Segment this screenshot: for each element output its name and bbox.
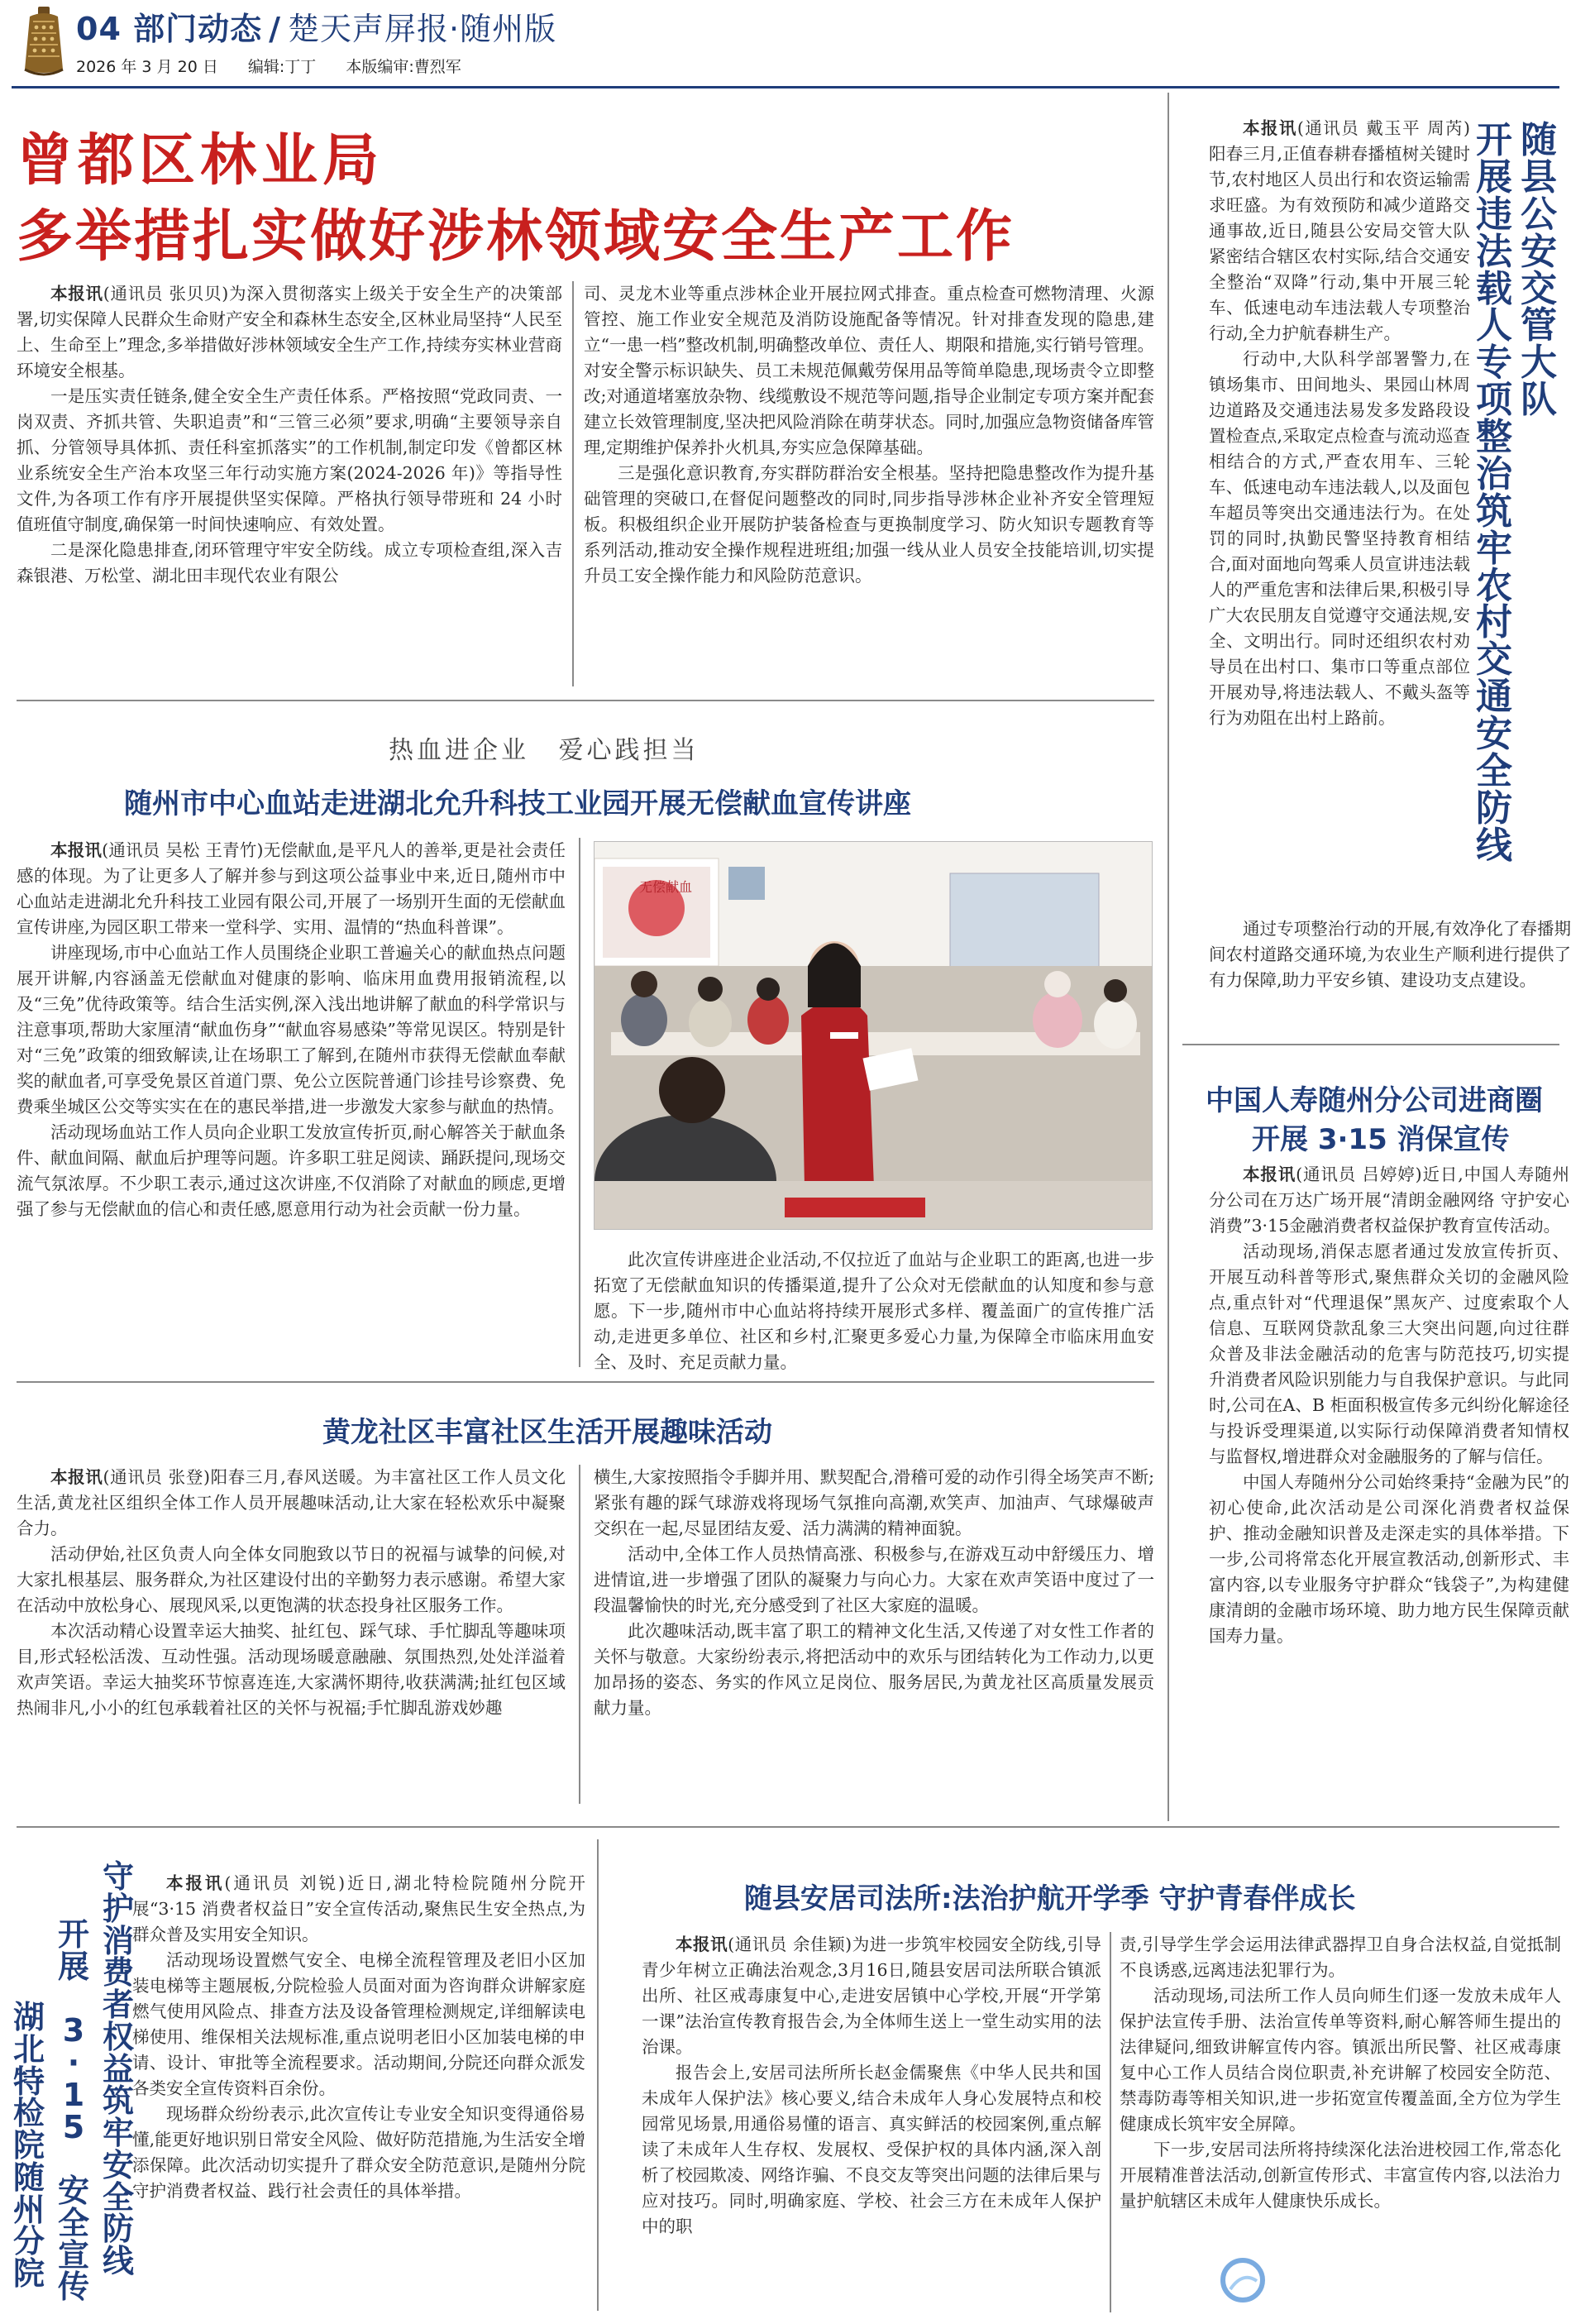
procuratorate-headline — [10, 1858, 150, 2316]
traffic-headline-char: 管 — [1521, 304, 1557, 347]
procuratorate-para-3: 现场群众纷纷表示,此次宣传让专业安全知识变得通俗易懂,能更好地识别日常安全风险、做好防范措施,为生活安全增添保障。此次活动切实提升了群众安全防范意识,是随州分院守护消费者权益、践行社会责任的具体举措。 — [132, 2104, 585, 2201]
traffic-headline — [1476, 119, 1571, 908]
procuratorate-headline-char: 安 — [103, 2146, 135, 2183]
insurance-para-3: 中国人寿随州分公司始终秉持“金融为民”的初心使命,此次活动是公司深化消费者权益保护、推动金融知识普及走深走实的具体举措。下一步,公司将常态化开展宣教活动,创新形式、丰富内容,以专业服务守护群众“钱袋子”,为构建健康清朗的金融市场环境、助力地方民生保障贡献国寿力量。 — [1209, 1472, 1569, 1646]
forestry-col2 — [584, 281, 1154, 589]
traffic-headline-char: 全 — [1476, 749, 1512, 792]
traffic-headline-char: 法 — [1476, 230, 1512, 273]
community-lead-tag: 本报讯 — [50, 1467, 103, 1487]
procuratorate-body — [132, 1871, 585, 2204]
forestry-para-2: 一是压实责任链条,健全安全生产责任体系。严格按照“党政同责、一岗双责、齐抓共管、失职追责”和“三管三必须”要求,明确“主要领导亲自抓、分管领导具体抓、责任科室抓落实”的工作机制,制定印发《曾都区林业系统安全生产治本攻坚三年行动实施方案(2024-2026 年)》等指导性文件,为各项工作有序开展提供坚实保障。严格执行领导带班和 24 小时值班值守制度,确保第一时间快速响应、有效处置。 — [17, 386, 562, 534]
traffic-headline-char: 大 — [1521, 342, 1557, 385]
judicial-para-5: 下一步,安居司法所将持续深化法治进校园工作,常态化开展精准普法活动,创新宣传形式、丰富宣传内容,以法治力量护航辖区未成年人健康快乐成长。 — [1120, 2140, 1561, 2211]
traffic-headline-char: 交 — [1521, 267, 1557, 310]
procuratorate-headline-char: 宣 — [58, 2236, 90, 2274]
procuratorate-headline-char: 5 — [62, 2108, 85, 2145]
traffic-tail — [1209, 916, 1571, 993]
forestry-col1 — [17, 281, 562, 589]
traffic-para-2: 行动中,大队科学部署警力,在镇场集市、田间地头、果园山林周边道路及交通违法易发多发路段设置检查点,采取定点检查与流动巡查相结合的方式,严查农用车、三轮车、低速电动车违法载人,以及面包车超员等突出交通违法行为。在处罚的同时,执勤民警坚持教育相结合,面对面地向驾乘人员宣讲违法载人的严重危害和法律后果,积极引导广大农民朋友自觉遵守交通法规,安全、文明出行。同时还组织农村劝导员在出村口、集市口等重点部位开展劝导,将违法载人、不戴头盔等行为劝阻在出村上路前。 — [1209, 349, 1470, 728]
insurance-headline-2: 开展 3·15 消保宣传 — [1252, 1123, 1510, 1156]
procuratorate-headline-col2 — [58, 1916, 90, 2306]
forestry-para-5: 三是强化意识教育,夯实群防群治安全根基。坚持把隐患整改作为提升基础管理的突破口,在督促问题整改的同时,同步指导涉林企业补齐安全管理短板。积极组织企业开展防护装备检查与更换制度学习、防火知识专题教育等系列活动,推动安全操作规程进班组;加强一线从业人员安全技能培训,切实提升员工安全操作能力和风险防范意识。 — [584, 463, 1154, 586]
insurance-para-1: 近日,中国人寿随州分公司在万达广场开展“清朗金融网络 守护安心消费”3·15金融消费者权益保护教育宣传活动。 — [1209, 1164, 1569, 1236]
section-divider-right — [1168, 93, 1169, 1044]
column-divider — [1110, 1932, 1111, 2312]
procuratorate-headline-char: 随 — [13, 2159, 45, 2196]
traffic-headline-char: 县 — [1521, 155, 1557, 198]
column-divider — [597, 1839, 599, 2311]
procuratorate-lead-tag: 本报讯 — [166, 1873, 225, 1893]
procuratorate-headline-char: 全 — [58, 2204, 90, 2241]
forestry-headline-1: 曾都区林业局 — [17, 128, 384, 194]
masthead-meta — [76, 55, 486, 77]
procuratorate-headline-char: 守 — [103, 1858, 135, 1895]
procuratorate-headline-char — [68, 1983, 79, 2016]
judicial-byline: (通讯员 余佳颖) — [728, 1934, 852, 1954]
section-rule-insurance — [1182, 1044, 1559, 1045]
procuratorate-headline-char: 全 — [103, 2178, 135, 2216]
lecture-photo-illustration — [594, 842, 1153, 1230]
traffic-headline-char: 农 — [1476, 564, 1512, 607]
paper-name: 楚天声屏报·随州版 — [288, 11, 557, 47]
community-byline: (通讯员 张登) — [103, 1467, 210, 1487]
procuratorate-headline-char: 展 — [58, 1948, 90, 1985]
traffic-headline-char: 人 — [1476, 304, 1512, 347]
community-para-6: 此次趣味活动,既丰富了职工的精神文化生活,又传递了对女性工作者的关怀与敬意。大家纷纷表示,将把活动中的欢乐与团结转化为工作动力,以更加昂扬的姿态、务实的作风立足岗位、服务居民,为黄龙社区高质量发展贡献力量。 — [594, 1621, 1154, 1718]
masthead-title — [76, 3, 556, 49]
judicial-headline: 随县安居司法所:法治护航开学季 守护青春伴成长 — [744, 1882, 1356, 1915]
procuratorate-headline-char: 州 — [13, 2191, 45, 2228]
traffic-headline-char: 公 — [1521, 193, 1557, 236]
judicial-para-4: 活动现场,司法所工作人员向师生们逐一发放未成年人保护法宣传手册、法治宣传单等资料,耐心解答师生提出的法律疑问,细致讲解宣传内容。镇派出所民警、社区戒毒康复中心工作人员结合岗位职责,补充讲解了校园安全防范、禁毒防毒等相关知识,进一步拓宽宣传覆盖面,全方位为学生健康成长筑牢安全屏障。 — [1120, 1986, 1561, 2134]
procuratorate-headline-col3 — [103, 1858, 135, 2279]
community-para-2: 活动伊始,社区负责人向全体女同胞致以节日的祝福与诚挚的问候,对大家扎根基层、服务群众,为社区建设付出的辛勤努力表示感谢。希望大家在活动中放松身心、展现风采,以更饱满的状态投身社区服务工作。 — [17, 1544, 566, 1615]
traffic-headline-col1 — [1521, 119, 1557, 422]
traffic-lead-tag: 本报讯 — [1243, 118, 1297, 138]
section-rule-bottom — [17, 1826, 1559, 1828]
judicial-para-3: 责,引导学生学会运用法律武器捍卫自身合法权益,自觉抵制不良诱惑,远离违法犯罪行为。 — [1120, 1934, 1561, 1980]
procuratorate-headline-char: 者 — [103, 1987, 135, 2023]
procuratorate-headline-char: 分 — [13, 2223, 45, 2260]
traffic-headline-col2 — [1476, 119, 1512, 867]
procuratorate-headline-char: 院 — [13, 2255, 45, 2292]
traffic-headline-char: 牢 — [1476, 527, 1512, 570]
community-headline: 黄龙社区丰富社区生活开展趣味活动 — [322, 1416, 772, 1449]
procuratorate-headline-char: 牢 — [103, 2115, 135, 2151]
procuratorate-headline-char: 消 — [103, 1922, 135, 1959]
procuratorate-headline-char: 特 — [13, 2063, 45, 2100]
traffic-headline-char: 队 — [1521, 379, 1557, 422]
traffic-headline-char: 违 — [1476, 193, 1512, 236]
forestry-byline: (通讯员 张贝贝) — [103, 284, 229, 304]
procuratorate-headline-char: 安 — [58, 2173, 90, 2209]
blood-para-2: 讲座现场,市中心血站工作人员围绕企业职工普遍关心的献血热点问题展开讲解,内容涵盖无偿献血对健康的影响、临床用血费用报销流程,以及“三免”优待政策等。结合生活实例,深入浅出地讲解了献血的科学常识与注意事项,帮助大家厘清“献血伤身”“献血容易感染”等常见误区。特别是针对“三免”政策的细致解读,让在场职工了解到,在随州市获得无偿献血奉献奖的献血者,可享受免景区首道门票、免公立医院普通门诊挂号诊察费、免费乘坐城区公交等实实在在的惠民举措,进一步激发大家参与献血的热情。 — [17, 943, 566, 1117]
forestry-para-3: 二是深化隐患排查,闭环管理守牢安全防线。成立专项检查组,深入吉森银港、万松堂、湖北田丰现代农业有限公 — [17, 540, 562, 586]
traffic-headline-char: 载 — [1476, 267, 1512, 310]
blood-para-4: 此次宣传讲座进企业活动,不仅拉近了血站与企业职工的距离,也进一步拓宽了无偿献血知识的传播渠道,提升了公众对无偿献血的认知度和参与意愿。下一步,随州市中心血站将持续开展形式多样、覆盖面广的宣传推广活动,走进更多单位、社区和乡村,汇聚更多爱心力量,为保障全市临床用血安全、及时、充足贡献力量。 — [594, 1250, 1154, 1372]
forestry-lead-tag: 本报讯 — [50, 284, 103, 304]
community-para-1: 阳春三月,春风送暖。为丰富社区工作人员文化生活,黄龙社区组织全体工作人员开展趣味活动,让大家在轻松欢乐中凝聚合力。 — [17, 1467, 566, 1538]
traffic-headline-char: 通 — [1476, 676, 1512, 719]
traffic-headline-char: 项 — [1476, 379, 1512, 422]
blood-lead-tag: 本报讯 — [50, 840, 103, 860]
procuratorate-headline-char: 湖 — [13, 1999, 45, 2035]
forestry-para-4: 司、灵龙木业等重点涉林企业开展拉网式排查。重点检查可燃物清理、火源管控、施工作业安全规范及消防设施配备等情况。针对排查发现的隐患,建立“一患一档”整改机制,明确整改单位、责任人、期限和措施,实行销号管理。对安全警示标识缺失、员工未规范佩戴劳保用品等简单隐患,现场责令立即整改;对通道堵塞放杂物、线缆敷设不规范等问题,指导企业制定专项方案并配套建立长效管理制度,坚决把风险消除在萌芽状态。同时,加强应急物资储备库管理,定期维护保养扑火机具,夯实应急保障基础。 — [584, 284, 1154, 457]
traffic-headline-char: 防 — [1476, 787, 1512, 830]
community-para-5: 活动中,全体工作人员热情高涨、积极参与,在游戏互动中舒缓压力、增进情谊,进一步增强了团队的凝聚力与向心力。大家在欢声笑语中度过了一段温馨愉快的时光,充分感受到了社区大家庭的温暖。 — [594, 1544, 1154, 1615]
insurance-lead-tag: 本报讯 — [1243, 1164, 1296, 1184]
community-col1 — [17, 1465, 566, 1721]
procuratorate-headline-char: 传 — [58, 2269, 90, 2306]
column-divider — [579, 1465, 580, 1804]
procuratorate-headline-col1 — [13, 2001, 45, 2290]
section-rule-blood — [17, 700, 1154, 701]
blood-byline: (通讯员 吴松 王青竹) — [102, 840, 264, 860]
procuratorate-headline-char: 益 — [103, 2050, 135, 2087]
traffic-headline-char: 开 — [1476, 119, 1512, 161]
procuratorate-headline-char: 1 — [62, 2076, 85, 2113]
procuratorate-headline-char: 权 — [103, 2018, 135, 2055]
traffic-para-3: 通过专项整治行动的开展,有效净化了春播期间农村道路交通环境,为农业生产顺利进行提供了有力保障,助力平安乡镇、建设功支点建设。 — [1209, 919, 1571, 990]
community-para-3: 本次活动精心设置幸运大抽奖、扯红包、踩气球、手忙脚乱等趣味项目,形式轻松活泼、互动性强。活动现场暖意融融、氛围热烈,处处洋溢着欢声笑语。幸运大抽奖环节惊喜连连,大家满怀期待,收获满满;扯红包区域热闹非凡,小小的红包承载着社区的关怀与祝福;手忙脚乱游戏妙趣 — [17, 1621, 566, 1718]
blood-col2 — [594, 1247, 1154, 1375]
masthead-separator: / — [269, 11, 282, 47]
insurance-byline: (通讯员 吕婷婷) — [1296, 1164, 1422, 1184]
procuratorate-headline-char: 北 — [13, 2030, 45, 2068]
blood-para-3: 活动现场血站工作人员向企业职工发放宣传折页,耐心解答关于献血条件、献血间隔、献血后护理等问题。许多职工驻足阅读、踊跃提问,现场交流气氛浓厚。不少职工表示,通过这次讲座,不仅消除了对献血的顾虑,更增强了参与无偿献血的信心和责任感,愿意用行动为社会贡献一份力量。 — [17, 1122, 566, 1219]
procuratorate-headline-char — [68, 2143, 79, 2175]
procuratorate-para-2: 活动现场设置燃气安全、电梯全流程管理及老旧小区加装电梯等主题展板,分院检验人员面对面为咨询群众讲解家庭燃气使用风险点、排查方法及设备管理检测规定,详细解读电梯使用、维保相关法规标准,重点说明老旧小区加装电梯的申请、设计、审批等全流程要求。活动期间,分院还向群众派发各类安全宣传资料百余份。 — [132, 1950, 585, 2098]
traffic-headline-char: 专 — [1476, 342, 1512, 385]
procuratorate-headline-char: 筑 — [103, 2083, 135, 2120]
community-para-4: 横生,大家按照指令手脚并用、默契配合,滑稽可爱的动作引得全场笑声不断;紧张有趣的踩气球游戏将现场气氛推向高潮,欢笑声、加油声、气球爆破声交织在一起,尽显团结友爱、活力满满的精神面貌。 — [594, 1467, 1154, 1538]
judicial-lead-tag: 本报讯 — [676, 1934, 728, 1954]
traffic-headline-char: 治 — [1476, 452, 1512, 495]
traffic-byline: (通讯员 戴玉平 周芮) — [1296, 118, 1471, 138]
masthead-rule — [12, 86, 1559, 88]
column-divider — [572, 281, 574, 686]
procuratorate-para-1: 近日,湖北特检院随州分院开展“3·15 消费者权益日”安全宣传活动,聚焦民生安全热点,为群众普及实用安全知识。 — [132, 1873, 586, 1944]
procuratorate-headline-char: 费 — [103, 1954, 135, 1992]
photo-banner-text: 无偿献血 — [639, 879, 693, 895]
traffic-headline-char: 随 — [1521, 119, 1557, 161]
chief-editor-credit: 本版编审:曹烈军 — [346, 58, 461, 76]
insurance-body — [1209, 1162, 1569, 1649]
procuratorate-headline-char: 检 — [13, 2095, 45, 2132]
procuratorate-headline-char: 3 — [62, 2012, 85, 2049]
procuratorate-headline-char: · — [67, 2044, 80, 2081]
blood-kicker: 热血进企业 爱心践担当 — [389, 736, 700, 765]
traffic-body — [1209, 116, 1470, 731]
traffic-headline-char: 交 — [1476, 638, 1512, 681]
judicial-para-2: 报告会上,安居司法所所长赵金儒聚焦《中华人民共和国未成年人保护法》核心要义,结合未成年人身心发展特点和校园常见场景,用通俗易懂的语言、真实鲜活的校园案例,重点解读了未成年人生存权、发展权、受保护权的具体内涵,深入剖析了校园欺凌、网络诈骗、不良交友等突出问题的法律后果与应对技巧。同时,明确家庭、学校、社会三方在未成年人保护中的职 — [642, 2063, 1101, 2236]
traffic-headline-char: 整 — [1476, 416, 1512, 458]
blood-col1 — [17, 838, 566, 1222]
procuratorate-headline-char: 院 — [13, 2127, 45, 2164]
procuratorate-headline-char: 开 — [58, 1916, 90, 1953]
judicial-col2 — [1120, 1932, 1561, 2214]
traffic-headline-char: 筑 — [1476, 490, 1512, 533]
forestry-headline-2: 多举措扎实做好涉林领域安全生产工作 — [17, 204, 1015, 270]
bell-logo-icon — [18, 5, 69, 79]
blood-headline: 随州市中心血站走进湖北允升科技工业园开展无偿献血宣传讲座 — [124, 787, 911, 820]
issue-date: 2026 年 3 月 20 日 — [76, 58, 218, 76]
traffic-headline-char: 村 — [1476, 601, 1512, 644]
traffic-headline-char: 展 — [1476, 155, 1512, 198]
procuratorate-headline-char: 护 — [103, 1890, 135, 1927]
insurance-headline-1: 中国人寿随州分公司进商圈 — [1206, 1084, 1543, 1117]
traffic-headline-char: 线 — [1476, 824, 1512, 867]
traffic-headline-char: 安 — [1521, 230, 1557, 273]
judicial-col1 — [642, 1932, 1101, 2240]
procuratorate-headline-char: 线 — [103, 2243, 135, 2279]
column-divider — [579, 838, 580, 1367]
procuratorate-headline-char: 防 — [103, 2211, 135, 2248]
traffic-headline-char: 安 — [1476, 713, 1512, 755]
section-rule-community — [17, 1381, 1154, 1383]
procuratorate-byline: (通讯员 刘锐) — [224, 1873, 346, 1893]
forestry-para-1: 为深入贯彻落实上级关于安全生产的决策部署,切实保障人民群众生命财产安全和森林生态安全,区林业局坚持“人民至上、生命至上”理念,多举措做好涉林领域安全生产工作,持续夯实林业营商环境安全根基。 — [17, 284, 563, 380]
blood-para-1: 无偿献血,是平凡人的善举,更是社会责任感的体现。为了让更多人了解并参与到这项公益事业中来,近日,随州市中心血站走进湖北允升科技工业园有限公司,开展了一场别开生面的无偿献血宣传讲座,为园区职工带来一堂科学、实用、温情的“热血科普课”。 — [17, 840, 566, 937]
insurance-para-2: 活动现场,消保志愿者通过发放宣传折页、开展互动科普等形式,聚焦群众关切的金融风险点,重点针对“代理退保”黑灰产、过度索取个人信息、互联网贷款乱象三大突出问题,向过往群众普及非法金融活动的危害与防范技巧,切实提升消费者风险识别能力与自我保护意识。与此同时,公司在A、B 柜面积极宣传多元纠纷化解途径与投诉受理渠道,以实际行动保障消费者知情权与监督权,增进群众对金融服务的了解与信任。 — [1209, 1241, 1569, 1466]
judicial-para-1: 为进一步筑牢校园安全防线,引导青少年树立正确法治观念,3月16日,随县安居司法所联合镇派出所、社区戒毒康复中心,走进安居镇中心学校,开展“开学第一课”法治宣传教育报告会,为全体师生送上一堂生动实用的法治课。 — [642, 1934, 1102, 2057]
section-divider-right-2 — [1168, 1044, 1169, 1821]
editor-credit: 编辑:丁丁 — [247, 58, 317, 76]
community-col2 — [594, 1465, 1154, 1721]
blood-drive-photo — [594, 841, 1153, 1230]
section-label: 04 部门动态 — [76, 11, 263, 47]
watermark-logo-icon — [1219, 2256, 1267, 2304]
traffic-para-1: 阳春三月,正值春耕春播植树关键时节,农村地区人员出行和农资运输需求旺盛。为有效预防和减少道路交通事故,近日,随县公安局交管大队紧密结合辖区农村实际,结合交通安全整治“双降”行动,集中开展三轮车、低速电动车违法载人专项整治行动,全力护航春耕生产。 — [1209, 144, 1470, 343]
